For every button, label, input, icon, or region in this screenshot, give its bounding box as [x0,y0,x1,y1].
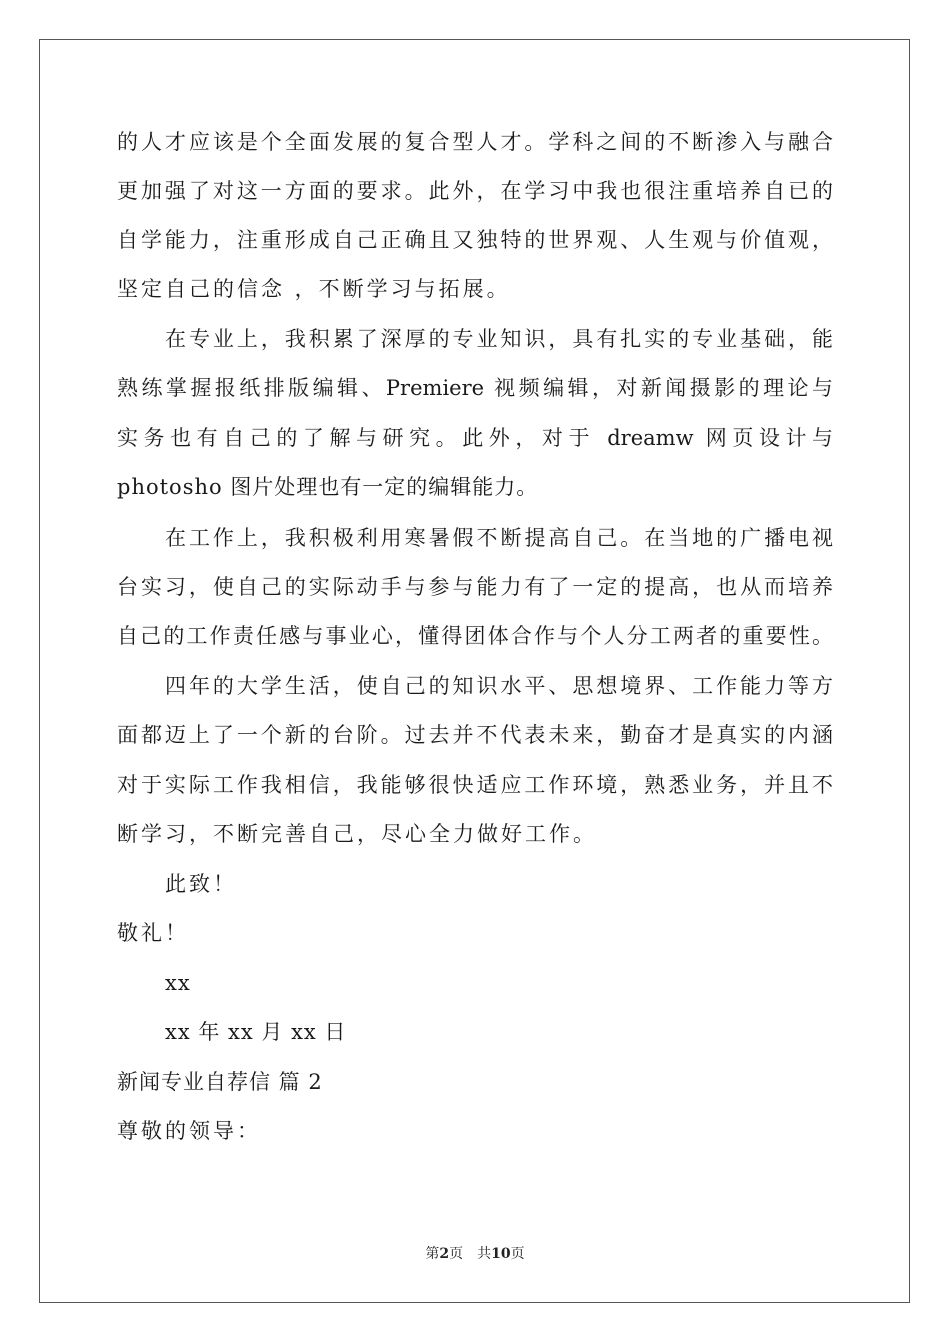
paragraph-line: 的人才应该是个全面发展的复合型人才。学科之间的不断渗入与融合 [117,130,833,154]
paragraph-line: 断学习，不断完善自己，尽心全力做好工作。 [117,822,597,846]
page-footer [0,1244,950,1264]
paragraph-line: 熟练掌握报纸排版编辑、Premiere 视频编辑，对新闻摄影的理论与 [117,376,833,400]
paragraph-line: 对于实际工作我相信，我能够很快适应工作环境，熟悉业务，并且不 [117,773,833,797]
page-current: 2 [439,1246,450,1262]
paragraph-line: 在专业上，我积累了深厚的专业知识，具有扎实的专业基础，能 [165,327,833,351]
paragraph-line: 自学能力，注重形成自己正确且又独特的世界观、人生观与价值观， [117,228,833,252]
paragraph-line: 面都迈上了一个新的台阶。过去并不代表未来，勤奋才是真实的内涵 [117,723,833,747]
closing-salutation: 此致！ [165,872,237,896]
paragraph-line: 台实习，使自己的实际动手与参与能力有了一定的提高，也从而培养 [117,575,833,599]
total-suffix: 页 [510,1246,525,1262]
signature-name: xx [165,971,191,995]
signature-date: xx 年 xx 月 xx 日 [165,1020,347,1044]
paragraph-line: 坚定自己的信念 ，不断学习与拓展。 [117,277,511,301]
paragraph-line: 更加强了对这一方面的要求。此外，在学习中我也很注重培养自已的 [117,179,833,203]
greeting: 尊敬的领导： [117,1119,261,1143]
closing-regards: 敬礼！ [117,921,189,945]
page-prefix: 第 [425,1246,440,1262]
section-heading: 新闻专业自荐信 篇 2 [117,1070,323,1094]
paragraph-line: 四年的大学生活，使自己的知识水平、思想境界、工作能力等方 [165,674,833,698]
paragraph-line: 在工作上，我积极利用寒暑假不断提高自己。在当地的广播电视 [165,526,833,550]
page-total: 10 [491,1246,511,1262]
paragraph-line: photosho 图片处理也有一定的编辑能力。 [117,475,539,499]
paragraph-line: 实务也有自己的了解与研究。此外，对于 dreamw 网页设计与 [117,426,833,450]
total-prefix: 共 [477,1246,492,1262]
page-mid: 页 [449,1246,464,1262]
paragraph-line: 自己的工作责任感与事业心，懂得团体合作与个人分工两者的重要性。 [117,624,833,648]
